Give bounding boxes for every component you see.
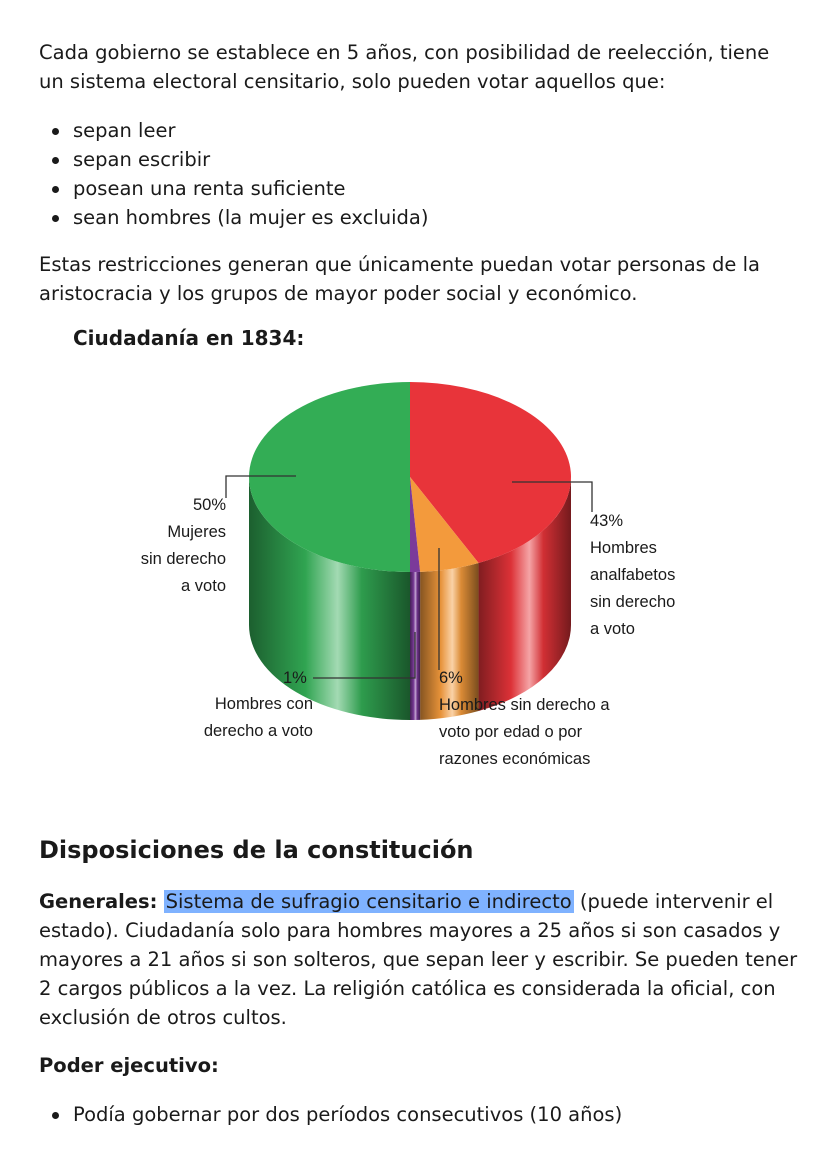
slice-label-analfabetos: 43% Hombres analfabetos sin derecho a voto — [590, 512, 676, 638]
ejecutivo-title: Poder ejecutivo: — [39, 1054, 219, 1077]
bullet-icon — [52, 157, 59, 164]
list-item: sepan escribir — [39, 145, 429, 174]
restrictions-paragraph: Estas restricciones generan que únicamente puedan votar personas de la aristocracia y los grupos de mayor poder social y económico. — [39, 253, 760, 305]
ejecutivo-list — [39, 1100, 622, 1129]
bullet-icon — [52, 1112, 59, 1119]
slice-value-con-derecho: 1% — [283, 669, 307, 687]
slice-label-edad: 6% Hombres sin derecho a voto por edad o por razones económicas — [439, 669, 610, 768]
section-title: Disposiciones de la constitución — [39, 836, 474, 864]
highlighted-text[interactable]: Sistema de sufragio censitario e indirecto — [165, 890, 572, 913]
chart-title: Ciudadanía en 1834: — [73, 326, 305, 350]
slice-label-con-derecho: Hombres con derecho a voto — [203, 695, 313, 740]
bullet-icon — [52, 215, 59, 222]
generales-label: Generales: — [39, 890, 158, 913]
list-item: posean una renta suficiente — [39, 174, 429, 203]
list-item: sean hombres (la mujer es excluida) — [39, 203, 429, 232]
generales-text: (puede intervenir el estado). Ciudadanía solo para hombres mayores a 25 años si son casados y mayores a 21 años si son solteros, que sepan leer y escribir. Se pueden tener 2 cargos públicos a la vez. La religión católica es considerada la oficial, con exclusión de otros cultos. — [39, 890, 798, 1029]
list-item: Podía gobernar por dos períodos consecutivos (10 años) — [39, 1100, 622, 1129]
generales-paragraph — [39, 887, 799, 1032]
bullet-icon — [52, 186, 59, 193]
slice-label-mujeres: 50% Mujeres sin derecho a voto — [140, 496, 226, 595]
list-item: sepan leer — [39, 116, 429, 145]
intro-paragraph: Cada gobierno se establece en 5 años, con posibilidad de reelección, tiene un sistema electoral censitario, solo pueden votar aquellos que: — [39, 41, 770, 93]
pie-chart — [100, 372, 740, 782]
requirements-list — [39, 116, 429, 232]
bullet-icon — [52, 128, 59, 135]
